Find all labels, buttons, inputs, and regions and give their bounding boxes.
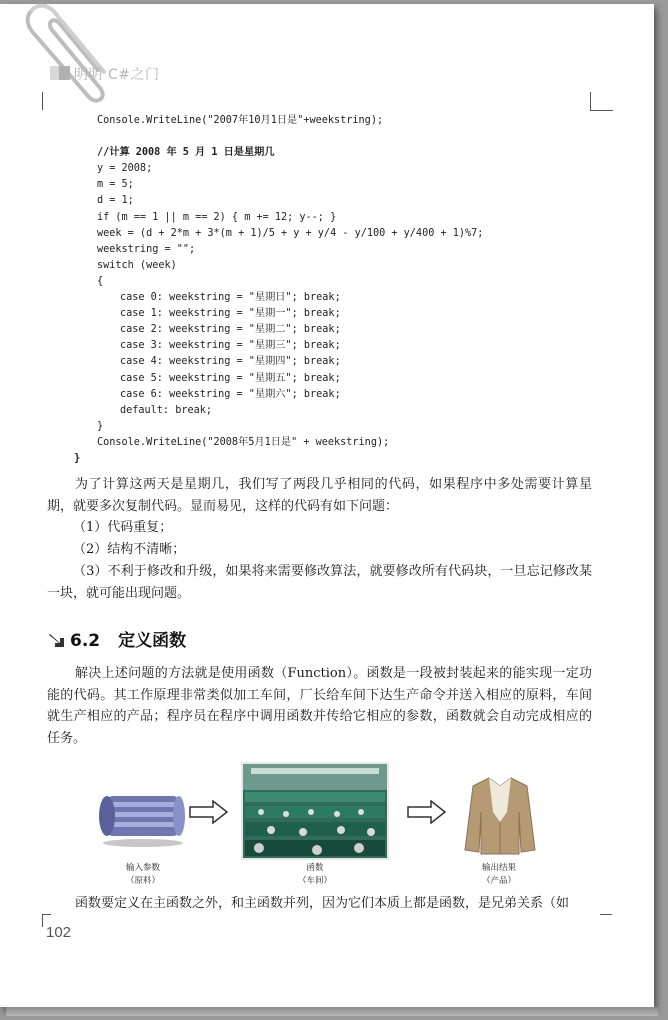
section-title: 定义函数: [118, 631, 187, 651]
input-sub-label: （原料）: [125, 876, 160, 886]
jacket-image: [461, 772, 539, 856]
paragraph: 为了计算这两天是星期几，我们写了两段几乎相同的代码，如果程序中多处需要计算星期，就要多次复制代码。显而易见，这样的代码有如下问题：: [47, 477, 592, 514]
fabric-roll-image: [95, 788, 189, 850]
code-line: case 5: weekstring = "星期五"; break;: [120, 372, 341, 384]
page-shadow: [6, 1007, 658, 1016]
function-diagram: [95, 762, 555, 892]
code-line: d = 1;: [97, 195, 134, 207]
code-line: case 3: weekstring = "星期三"; break;: [120, 340, 341, 352]
header-brand: [50, 64, 159, 84]
code-line: m = 5;: [97, 179, 134, 191]
crop-mark-top-left: [42, 92, 59, 110]
page-number: 102: [46, 924, 72, 941]
output-sub-label: （产品）: [481, 876, 516, 886]
code-line: case 6: weekstring = "星期六"; break;: [120, 388, 341, 400]
output-label: 输出结果: [481, 863, 516, 873]
input-caption: [103, 862, 183, 888]
list-item: （2）结构不清晰；: [73, 542, 186, 557]
section-arrow-icon: [48, 632, 66, 648]
code-line: y = 2008;: [97, 163, 153, 175]
code-line: switch (week): [97, 259, 177, 271]
code-line: case 4: weekstring = "星期四"; break;: [120, 356, 341, 368]
paperclip-icon: [18, 0, 108, 110]
code-close-brace: }: [74, 452, 81, 464]
code-line: default: break;: [120, 404, 213, 416]
function-label: 函数: [306, 863, 324, 873]
list-item: （3）不利于修改和升级，如果将来需要修改算法，就要修改所有代码块，一旦忘记修改某一块，就可能出现问题。: [47, 564, 592, 601]
section-heading: [48, 626, 186, 651]
paragraph: 函数要定义在主函数之外，和主函数并列，因为它们本质上都是函数，是兄弟关系（如: [75, 896, 570, 911]
code-line-blank: [97, 129, 483, 145]
arrow-right-icon: [189, 800, 229, 824]
code-line: }: [97, 420, 104, 432]
code-comment: //计算 2008 年 5 月 1 日是星期几: [97, 147, 275, 159]
code-line: case 1: weekstring = "星期一"; break;: [120, 308, 341, 320]
code-line: if (m == 1 || m == 2) { m += 12; y--; }: [97, 211, 337, 223]
code-line: weekstring = "";: [97, 243, 196, 255]
code-line: {: [97, 275, 104, 287]
crop-mark-top-right: [590, 92, 613, 111]
factory-workshop-image: [241, 762, 389, 860]
input-label: 输入参数: [125, 863, 160, 873]
code-line: case 2: weekstring = "星期二"; break;: [120, 324, 341, 336]
brand-text: 明明 C#之门: [74, 67, 160, 83]
code-line: Console.WriteLine("2007年10月1日是"+weekstring);: [97, 115, 384, 126]
brand-icon: [50, 66, 70, 80]
code-line: Console.WriteLine("2008年5月1日是" + weekstring);: [97, 436, 390, 448]
code-line: week = (d + 2*m + 3*(m + 1)/5 + y + y/4 - y/100 + y/400 + 1)%7;: [97, 227, 484, 239]
paragraph: 解决上述问题的方法就是使用函数（Function）。函数是一段被封装起来的能实现一定功能的代码。其工作原理非常类似加工车间，厂长给车间下达生产命令并送入相应的原料，车间就生产相应的产品；程序员在程序中调用函数并传给它相应的参数，函数就会自动完成相应的任务。: [47, 666, 592, 746]
code-line: case 0: weekstring = "星期日"; break;: [120, 292, 341, 304]
function-sub-label: （车间）: [297, 876, 332, 886]
section-number: 6.2: [70, 631, 101, 651]
arrow-right-icon: [407, 800, 447, 824]
output-caption: [459, 862, 539, 888]
code-block: [97, 113, 483, 451]
list-item: （1）代码重复；: [73, 520, 173, 535]
crop-mark-bottom-right: [600, 914, 612, 916]
function-caption: [275, 862, 355, 888]
